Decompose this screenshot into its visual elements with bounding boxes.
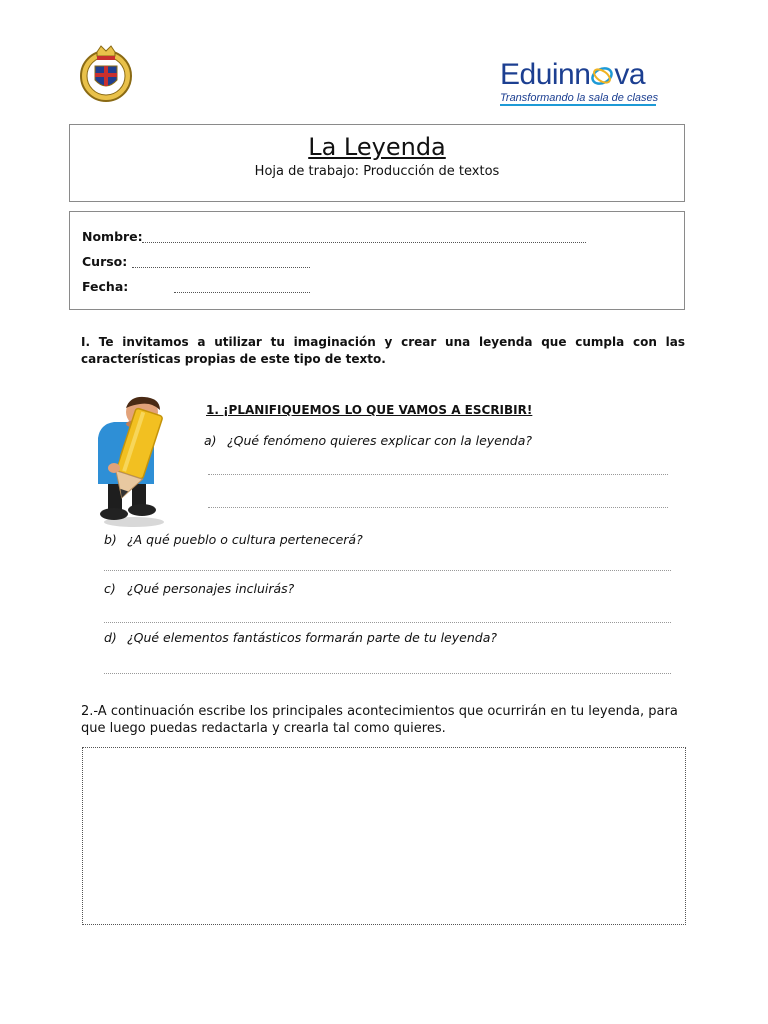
- date-label: Fecha:: [82, 279, 129, 294]
- brand-name: Eduinn va: [500, 58, 646, 91]
- question-d-label: d): [104, 630, 117, 645]
- page-subtitle: Hoja de trabajo: Producción de textos: [254, 164, 500, 179]
- brand-underline: [500, 104, 656, 106]
- answer-a-line-2[interactable]: [208, 507, 668, 508]
- eduinnova-logo: [500, 58, 659, 104]
- brand-tagline: Transformando la sala de clases: [500, 92, 659, 104]
- question-a-text: ¿Qué fenómeno quieres explicar con la leyenda?: [227, 433, 533, 448]
- page-title: La Leyenda: [308, 133, 446, 161]
- brand-swirl-icon: [590, 62, 614, 84]
- section-1-title: 1. ¡PLANIFIQUEMOS LO QUE VAMOS A ESCRIBIR!: [206, 403, 533, 417]
- question-d-text: ¿Qué elementos fantásticos formarán parte de tu leyenda?: [127, 630, 497, 645]
- question-a: [204, 433, 532, 448]
- question-b-text: ¿A qué pueblo o cultura pertenecerá?: [127, 532, 363, 547]
- character-pencil-illustration: [92, 394, 174, 528]
- answer-a-line-1[interactable]: [208, 474, 668, 475]
- events-writing-area[interactable]: [82, 747, 686, 925]
- question-a-label: a): [204, 433, 217, 448]
- question-c: [104, 581, 294, 596]
- question-d: [104, 630, 497, 645]
- course-label: Curso:: [82, 254, 128, 269]
- answer-c-line[interactable]: [104, 622, 671, 623]
- name-field[interactable]: [142, 242, 586, 243]
- course-field[interactable]: [132, 267, 310, 268]
- instruction-1: I. Te invitamos a utilizar tu imaginación y crear una leyenda que cumpla con las características propias de este tipo de texto.: [81, 335, 685, 366]
- name-label: Nombre:: [82, 229, 143, 244]
- question-b-label: b): [104, 532, 117, 547]
- date-field[interactable]: [174, 292, 310, 293]
- university-crest-logo: [78, 42, 134, 104]
- answer-d-line[interactable]: [104, 673, 671, 674]
- instruction-2: 2.-A continuación escribe los principales acontecimientos que ocurrirán en tu leyenda, para que luego puedas redactarla y crearla tal como quieres.: [81, 704, 678, 736]
- title-box: [69, 124, 685, 202]
- question-c-text: ¿Qué personajes incluirás?: [127, 581, 295, 596]
- question-b: [104, 532, 363, 547]
- answer-b-line[interactable]: [104, 570, 671, 571]
- student-info-box: [69, 211, 685, 310]
- question-c-label: c): [104, 581, 116, 596]
